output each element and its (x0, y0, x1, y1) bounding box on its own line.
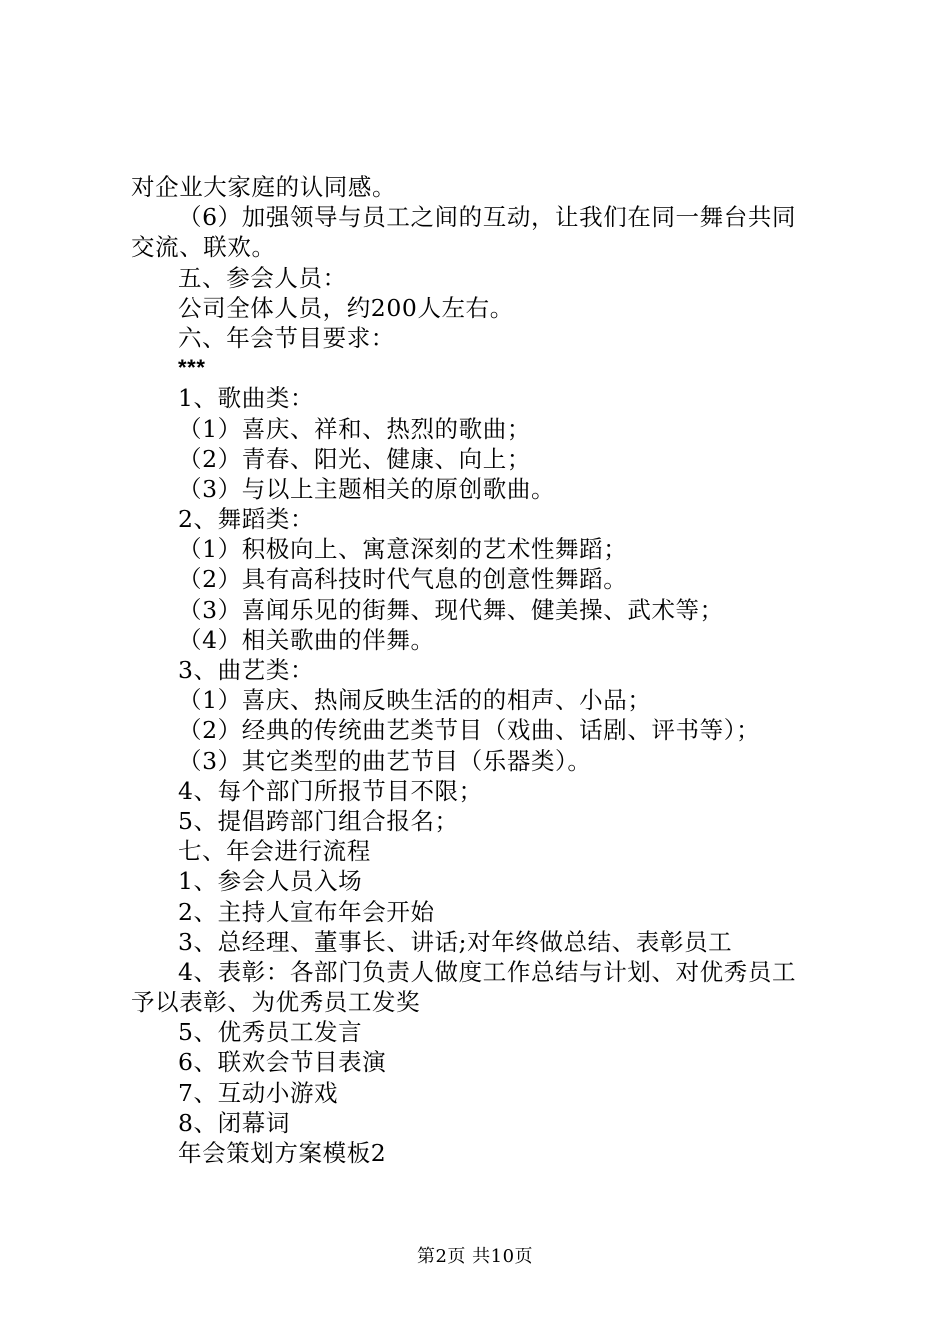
text-line: 交流、联欢。 (131, 233, 276, 262)
text-line: 3、曲艺类： (178, 656, 315, 684)
text-line: （2）经典的传统曲艺类节目（戏曲、话剧、评书等）； (178, 716, 761, 745)
text-line: 4、表彰：各部门负责人做度工作总结与计划、对优秀员工 (178, 957, 797, 986)
text-line: 3、总经理、董事长、讲话;对年终做总结、表彰员工 (178, 927, 733, 956)
text-line: 8、闭幕词 (178, 1108, 290, 1137)
text-line: 2、主持人宣布年会开始 (178, 897, 435, 926)
text-line: 年会策划方案模板2 (178, 1139, 387, 1167)
text-line: 7、互动小游戏 (178, 1078, 339, 1107)
text-line: （3）其它类型的曲艺节目（乐器类）。 (178, 746, 592, 775)
text-line: 1、歌曲类： (178, 384, 315, 413)
text-line: （1）喜庆、祥和、热烈的歌曲； (178, 414, 531, 443)
text-line: 公司全体人员，约200人左右。 (178, 293, 514, 322)
text-line: （3）与以上主题相关的原创歌曲。 (178, 474, 556, 503)
page-footer: 第2页 共10页 (416, 1246, 534, 1267)
text-line: （2）青春、阳光、健康、向上； (178, 444, 531, 473)
text-line: （3）喜闻乐见的街舞、现代舞、健美操、武术等； (178, 595, 724, 624)
text-line: 4、每个部门所报节目不限； (178, 776, 483, 805)
text-line: 五、参会人员： (178, 263, 347, 292)
text-line: 5、优秀员工发言 (178, 1018, 363, 1047)
text-line: 1、参会人员入场 (178, 867, 363, 896)
text-line: 5、提倡跨部门组合报名； (178, 806, 459, 835)
text-line: 6、联欢会节目表演 (178, 1048, 387, 1077)
text-line: （1）积极向上、寓意深刻的艺术性舞蹈； (178, 535, 628, 564)
text-line: 予以表彰、为优秀员工发奖 (131, 988, 421, 1017)
text-line: （2）具有高科技时代气息的创意性舞蹈。 (178, 565, 628, 594)
text-line: （4）相关歌曲的伴舞。 (178, 625, 435, 654)
text-line: （6）加强领导与员工之间的互动，让我们在同一舞台共同 (178, 203, 797, 232)
text-line: 七、年会进行流程 (178, 837, 371, 866)
text-line: 对企业大家庭的认同感。 (131, 173, 397, 201)
text-line: 2、舞蹈类： (178, 505, 315, 534)
text-line: *** (178, 355, 206, 381)
text-line: 六、年会节目要求： (178, 323, 395, 352)
document-body (131, 172, 831, 1168)
text-line: （1）喜庆、热闹反映生活的的相声、小品； (178, 686, 652, 715)
